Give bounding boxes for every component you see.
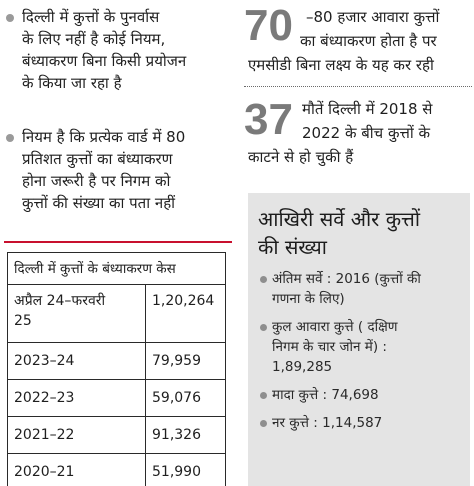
bullet-dot-icon xyxy=(6,14,14,22)
table-row xyxy=(8,343,225,380)
bullet-2-line-1: नियम है कि प्रत्येक वार्ड में 80 xyxy=(22,128,186,146)
stat-deaths xyxy=(244,94,472,174)
table-cell-period: 2023–24 xyxy=(8,343,146,379)
survey-item-line: कुल आवारा कुत्ते ( दक्षिण xyxy=(272,319,398,335)
survey-title xyxy=(258,205,462,261)
table-cell-count: 79,959 xyxy=(152,353,201,369)
stat-text-line-2: 2022 के बीच कुत्तों के xyxy=(302,124,431,142)
stat-sterilization xyxy=(244,2,472,80)
table-title: दिल्ली में कुत्तों के बंध्याकरण केस xyxy=(8,253,225,285)
stat-text-line-1: मौतें दिल्ली में 2018 से xyxy=(302,100,433,118)
table-row xyxy=(8,380,225,417)
bullet-2-line-3: होना जरूरी है पर निगम को xyxy=(22,172,171,190)
stat-number: 37 xyxy=(244,95,293,144)
dotted-divider xyxy=(244,86,472,87)
survey-item-line: गणना के लिए) xyxy=(272,291,345,307)
stat-number: 70 xyxy=(244,1,293,50)
table-cell-count: 59,076 xyxy=(152,390,201,406)
bullet-dot-icon xyxy=(260,276,267,283)
survey-item-last-survey xyxy=(258,269,462,309)
table-row xyxy=(8,285,225,343)
stat-text-line-3: काटने से हो चुकी हैं xyxy=(248,148,354,166)
survey-title-line-1: आखिरी सर्वे और कुत्तों xyxy=(258,207,421,231)
bullet-1-line-3: बंध्याकरण बिना किसी प्रयोजन xyxy=(22,52,187,70)
table-cell-period: 2022–23 xyxy=(8,380,146,416)
bullet-2-line-2: प्रतिशत कुत्तों का बंध्याकरण xyxy=(22,150,173,168)
bullet-2-line-4: कुत्तों की संख्या का पता नहीं xyxy=(22,194,176,212)
table-cell-period xyxy=(8,285,146,342)
bullet-rehabilitation-rule xyxy=(0,6,236,94)
table-cell-period: 2020–21 xyxy=(8,454,146,486)
table-row xyxy=(8,454,225,486)
survey-item-line: निगम के चार जोन में) : xyxy=(272,339,387,355)
bullet-1-line-1: दिल्ली में कुत्तों के पुनर्वास xyxy=(22,8,160,26)
survey-item-male xyxy=(258,413,462,433)
red-divider xyxy=(4,241,232,243)
table-cell-period: 2021–22 xyxy=(8,417,146,453)
survey-item-line: मादा कुत्ते : 74,698 xyxy=(272,387,379,403)
period-line-1: अप्रैल 24–फरवरी xyxy=(14,293,106,309)
bullet-dot-icon xyxy=(6,134,14,142)
table-cell-count: 91,326 xyxy=(152,427,201,443)
survey-box xyxy=(248,193,470,486)
bullet-dot-icon xyxy=(260,392,267,399)
survey-item-female xyxy=(258,385,462,405)
bullet-dot-icon xyxy=(260,324,267,331)
bullet-1-line-4: के किया जा रहा है xyxy=(22,74,122,92)
stat-text-line-3: एमसीडी बिना लक्ष्य के यह कर रही xyxy=(248,56,434,74)
survey-item-total-strays xyxy=(258,317,462,377)
stat-text-line-1: –80 हजार आवारा कुत्तों xyxy=(306,8,440,26)
table-cell-count: 51,990 xyxy=(152,464,201,480)
survey-item-line: 1,89,285 xyxy=(272,359,333,375)
sterilization-table xyxy=(7,252,226,486)
survey-title-line-2: की संख्या xyxy=(258,235,327,259)
table-row xyxy=(8,417,225,454)
table-cell-count: 1,20,264 xyxy=(152,293,215,309)
survey-item-line: अंतिम सर्वे : 2016 (कुत्तों की xyxy=(272,271,421,287)
bullet-dot-icon xyxy=(260,420,267,427)
bullet-1-line-2: के लिए नहीं है कोई नियम, xyxy=(22,30,166,48)
period-line-2: 25 xyxy=(14,313,32,329)
stat-text-line-2: का बंध्याकरण होता है पर xyxy=(300,32,437,50)
bullet-ward-rule xyxy=(0,126,236,214)
survey-item-line: नर कुत्ते : 1,14,587 xyxy=(272,415,383,431)
